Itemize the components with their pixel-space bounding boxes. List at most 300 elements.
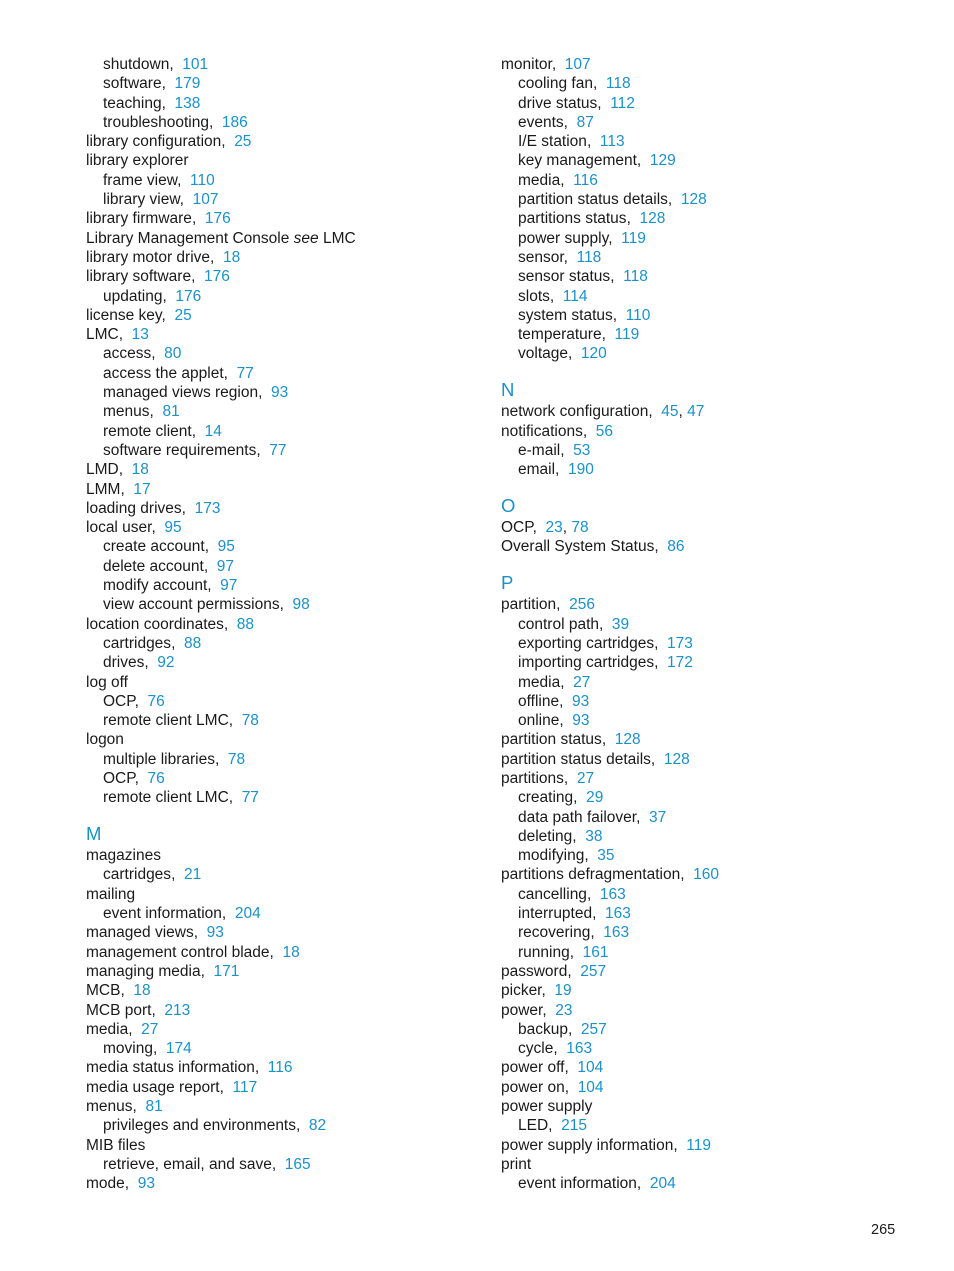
page-link[interactable]: 204 [234, 905, 261, 923]
index-term: mailing [86, 885, 136, 903]
index-subentry: OCP, 76 [103, 692, 165, 710]
page-link[interactable]: 93 [271, 384, 289, 402]
index-entry: media status information, 116 [86, 1059, 293, 1077]
page-link[interactable]: 101 [182, 56, 209, 73]
page-link[interactable]: 13 [131, 326, 149, 344]
page-link[interactable]: 176 [204, 268, 230, 286]
index-subentry: create account, 95 [103, 538, 235, 556]
index-subentry: partitions status, 128 [518, 210, 666, 228]
index-entry: location coordinates, 88 [86, 615, 255, 633]
index-term: library firmware [86, 210, 192, 228]
index-term: partition status details [518, 191, 668, 209]
index-subentry: access, 80 [103, 345, 182, 363]
page-link[interactable]: 93 [137, 1175, 155, 1193]
index-subentry: modifying, 35 [518, 847, 615, 865]
index-term: view account permissions [103, 596, 280, 614]
page-link[interactable]: 78 [571, 519, 589, 537]
index-subentry: deleting, 38 [518, 827, 603, 845]
index-term: data path failover [518, 808, 637, 826]
index-term: cycle [518, 1040, 554, 1058]
index-subentry: access the applet, 77 [103, 364, 254, 382]
page-number: 265 [871, 1222, 896, 1238]
index-term: key management [518, 152, 637, 170]
page-link[interactable]: 160 [693, 866, 720, 884]
index-subentry: system status, 110 [518, 306, 651, 324]
index-term: partitions status [518, 210, 627, 228]
page-link[interactable]: 107 [192, 191, 219, 209]
page-link[interactable]: 27 [573, 673, 591, 691]
index-term: LMM [86, 480, 121, 498]
index-term: remote client LMC [103, 789, 229, 807]
index-entry: LMM, 17 [86, 480, 151, 498]
index-term: sensor [518, 248, 564, 266]
page-link[interactable]: 77 [236, 364, 254, 382]
page-link[interactable]: 78 [227, 750, 246, 768]
index-term: menus [103, 403, 150, 421]
index-entry: picker, 19 [501, 982, 572, 1000]
page-link[interactable]: 176 [204, 210, 231, 228]
index-term: temperature [518, 326, 602, 344]
page-link[interactable]: 172 [667, 654, 693, 672]
page-link[interactable]: 256 [569, 596, 595, 614]
index-entry: network configuration, 45, 47 [501, 403, 705, 421]
index-term: picker [501, 982, 542, 1000]
page-link[interactable]: 93 [572, 712, 590, 730]
index-entry: partition status details, 128 [501, 750, 690, 768]
index-term: I/E station [518, 133, 587, 151]
index-term: slots [518, 287, 550, 305]
index-entry: monitor, 107 [501, 56, 591, 73]
page-link[interactable]: 118 [605, 75, 631, 93]
index-term: partitions [501, 769, 564, 787]
index-term: media [518, 171, 561, 189]
section-letter-p: P [501, 572, 514, 594]
page-link[interactable]: 25 [234, 133, 252, 151]
see-reference-target: LMC [322, 229, 356, 247]
index-subentry: view account permissions, 98 [103, 596, 310, 614]
page-link[interactable]: 104 [577, 1078, 604, 1096]
page-link[interactable]: 29 [586, 789, 604, 807]
index-entry: power, 23 [501, 1001, 573, 1019]
page-link[interactable]: 186 [221, 113, 248, 131]
page-link[interactable]: 27 [576, 769, 595, 787]
index-term: local user [86, 519, 152, 537]
index-term: offline [518, 692, 560, 710]
index-subentry: online, 93 [518, 712, 590, 730]
index-term: teaching [103, 94, 162, 112]
index-term: backup [518, 1020, 568, 1038]
page-link[interactable]: 23 [545, 519, 563, 537]
page-link[interactable]: 213 [164, 1001, 191, 1019]
index-subentry: LED, 215 [518, 1117, 587, 1135]
index-term: event information [103, 905, 222, 923]
index-entry: MCB port, 213 [86, 1001, 191, 1019]
page-link[interactable]: 78 [241, 712, 259, 730]
index-entry: Overall System Status, 86 [501, 538, 685, 556]
index-term: mode [86, 1175, 125, 1193]
index-subentry: privileges and environments, 82 [103, 1117, 327, 1135]
page-link[interactable]: 113 [599, 133, 625, 151]
index-term: logon [86, 731, 124, 749]
page-link[interactable]: 129 [649, 152, 676, 170]
index-subentry: recovering, 163 [518, 924, 630, 942]
index-term: cancelling [518, 885, 587, 903]
page-link[interactable]: 128 [614, 731, 641, 749]
index-subentry: media, 27 [518, 673, 591, 691]
page-link[interactable]: 39 [611, 615, 630, 633]
index-subentry: drive status, 112 [518, 94, 635, 112]
page-link[interactable]: 80 [164, 345, 182, 363]
index-term: modifying [518, 847, 585, 865]
page-link[interactable]: 215 [561, 1117, 587, 1135]
index-term: delete account [103, 557, 204, 575]
index-entry [86, 229, 476, 248]
page-link[interactable]: 27 [141, 1020, 159, 1038]
index-subentry: troubleshooting, 186 [103, 113, 248, 131]
page-link[interactable]: 128 [680, 191, 707, 209]
index-subentry: shutdown, 101 [103, 56, 209, 73]
index-term: media [86, 1020, 129, 1038]
page-link[interactable]: 128 [663, 750, 690, 768]
index-entry: LMD, 18 [86, 461, 149, 479]
index-term: event information [518, 1175, 637, 1193]
index-entry: managing media, 171 [86, 962, 240, 980]
page-link[interactable]: 114 [562, 287, 588, 305]
index-subentry: event information, 204 [518, 1175, 676, 1193]
index-term: modify account [103, 577, 208, 595]
index-term: cartridges [103, 634, 172, 652]
index-term: power supply information [501, 1136, 674, 1154]
index-subentry: library view, 107 [103, 191, 219, 209]
index-term: partitions defragmentation [501, 866, 681, 884]
page-link[interactable]: 23 [555, 1001, 573, 1019]
page-link[interactable]: 179 [174, 75, 201, 93]
index-term: managed views [86, 924, 194, 942]
page-link[interactable]: 173 [667, 634, 693, 652]
index-term: email [518, 461, 556, 479]
page-link[interactable]: 14 [204, 422, 222, 440]
page-link[interactable]: 19 [554, 982, 572, 1000]
page-link[interactable]: 161 [582, 943, 609, 961]
page-link[interactable]: 18 [282, 943, 300, 961]
index-term: management control blade [86, 943, 270, 961]
index-term: shutdown [103, 56, 170, 73]
index-subentry: event information, 204 [103, 905, 261, 923]
page-link[interactable]: 53 [573, 441, 591, 459]
page-link[interactable]: 174 [165, 1040, 192, 1058]
index-subentry: software requirements, 77 [103, 441, 287, 459]
index-subentry: moving, 174 [103, 1040, 192, 1058]
index-term: library view [103, 191, 180, 209]
page-link[interactable]: 204 [649, 1175, 676, 1193]
index-subentry: slots, 114 [518, 287, 588, 305]
index-subentry: voltage, 120 [518, 345, 607, 363]
index-term: software [103, 75, 162, 93]
index-subentry: key management, 129 [518, 152, 676, 170]
index-term: print [501, 1155, 532, 1173]
page-link[interactable]: 107 [564, 56, 591, 73]
index-term: loading drives [86, 499, 182, 517]
page-link[interactable]: 138 [174, 94, 201, 112]
page-link[interactable]: 47 [687, 403, 705, 421]
index-entry: local user, 95 [86, 519, 182, 537]
page-link[interactable]: 77 [269, 441, 287, 459]
index-column-right [501, 55, 921, 1194]
page-link[interactable]: 81 [162, 403, 180, 421]
index-term: menus [86, 1098, 133, 1116]
page-link[interactable]: 163 [566, 1040, 593, 1058]
index-entry: power supply information, 119 [501, 1136, 711, 1154]
index-term: e-mail [518, 441, 561, 459]
page-link[interactable]: 163 [605, 905, 631, 923]
index-term: magazines [86, 847, 161, 865]
page-link[interactable]: 87 [576, 113, 594, 131]
index-subentry: interrupted, 163 [518, 905, 631, 923]
index-subentry: cancelling, 163 [518, 885, 626, 903]
index-entry [86, 673, 476, 692]
index-term: managed views region [103, 384, 259, 402]
index-term: events [518, 113, 564, 131]
index-term: media usage report [86, 1078, 220, 1096]
index-subentry: cooling fan, 118 [518, 75, 631, 93]
page-link[interactable]: 56 [595, 422, 614, 440]
page-link[interactable]: 37 [648, 808, 667, 826]
index-entry: MCB, 18 [86, 982, 151, 1000]
index-term: media [518, 673, 561, 691]
index-term: log off [86, 673, 128, 691]
index-subentry: importing cartridges, 172 [518, 654, 693, 672]
page-link[interactable]: 104 [577, 1059, 604, 1077]
page-link[interactable]: 119 [621, 229, 646, 247]
index-term: control path [518, 615, 599, 633]
page-link[interactable]: 95 [164, 519, 182, 537]
index-term: creating [518, 789, 574, 807]
index-term: managing media [86, 962, 201, 980]
index-term: remote client [103, 422, 192, 440]
page-link[interactable]: 35 [597, 847, 615, 865]
index-term: Overall System Status [501, 538, 655, 556]
index-entry: library firmware, 176 [86, 210, 231, 228]
index-entry: loading drives, 173 [86, 499, 221, 517]
page-link[interactable]: 165 [284, 1155, 311, 1173]
page-link[interactable]: 173 [194, 499, 221, 517]
index-term: troubleshooting [103, 113, 209, 131]
page-link[interactable]: 117 [232, 1078, 258, 1096]
page-link[interactable]: 119 [614, 326, 640, 344]
page-link[interactable]: 116 [267, 1059, 293, 1077]
index-subentry: temperature, 119 [518, 326, 640, 344]
index-entry [86, 885, 476, 904]
index-term: Library Management Console [86, 229, 290, 247]
page-link[interactable]: 97 [220, 577, 238, 595]
index-entry: partition, 256 [501, 596, 595, 614]
page-link[interactable]: 110 [625, 306, 651, 324]
page-link[interactable]: 17 [133, 480, 151, 498]
index-term: OCP [103, 692, 135, 710]
index-term: system status [518, 306, 613, 324]
index-term: drive status [518, 94, 598, 112]
index-subentry: events, 87 [518, 113, 594, 131]
index-subentry: sensor, 118 [518, 248, 602, 266]
index-subentry: offline, 93 [518, 692, 590, 710]
index-term: license key [86, 306, 162, 324]
index-entry: mode, 93 [86, 1175, 155, 1193]
index-term: updating [103, 287, 163, 305]
index-subentry: media, 116 [518, 171, 598, 189]
page-link[interactable]: 18 [222, 248, 241, 266]
page-link[interactable]: 116 [573, 171, 598, 189]
page-link[interactable]: 93 [206, 924, 224, 942]
index-term: password [501, 962, 568, 980]
page-link[interactable]: 257 [580, 1020, 607, 1038]
index-subentry: power supply, 119 [518, 229, 646, 247]
index-subentry: I/E station, 113 [518, 133, 625, 151]
index-entry: partitions defragmentation, 160 [501, 866, 720, 884]
index-entry: partitions, 27 [501, 769, 595, 787]
index-subentry: partition status details, 128 [518, 191, 707, 209]
index-subentry: exporting cartridges, 173 [518, 634, 693, 652]
index-term: exporting cartridges [518, 634, 655, 652]
page-link[interactable]: 88 [236, 615, 255, 633]
index-term: drives [103, 654, 145, 672]
index-term: online [518, 712, 560, 730]
page-link[interactable]: 93 [572, 692, 590, 710]
index-subentry: creating, 29 [518, 789, 604, 807]
section-letter-m: M [86, 823, 102, 845]
index-term: access [103, 345, 152, 363]
index-term: recovering [518, 924, 591, 942]
section-letter-o: O [501, 495, 516, 517]
index-entry: partition status, 128 [501, 731, 641, 749]
index-term: library motor drive [86, 248, 211, 266]
page-link[interactable]: 97 [216, 557, 234, 575]
page-link[interactable]: 92 [157, 654, 175, 672]
index-entry [86, 730, 476, 749]
index-term: OCP [103, 769, 135, 787]
index-term: MIB files [86, 1136, 146, 1154]
index-subentry: remote client, 14 [103, 422, 222, 440]
page-link[interactable]: 163 [603, 924, 630, 942]
page-link[interactable]: 25 [174, 306, 192, 324]
page-link[interactable]: 76 [147, 692, 165, 710]
index-subentry: running, 161 [518, 943, 609, 961]
page-link[interactable]: 190 [567, 461, 594, 479]
index-term: library software [86, 268, 192, 286]
page-link[interactable]: 86 [667, 538, 685, 556]
index-entry: library motor drive, 18 [86, 248, 241, 266]
index-subentry: teaching, 138 [103, 94, 201, 112]
index-subentry: frame view, 110 [103, 171, 215, 189]
page-link[interactable]: 18 [131, 461, 149, 479]
index-subentry: managed views region, 93 [103, 384, 289, 402]
index-term: software requirements [103, 441, 257, 459]
page-link[interactable]: 119 [686, 1136, 711, 1154]
index-subentry: email, 190 [518, 461, 594, 479]
index-term: MCB [86, 982, 121, 1000]
page-link[interactable]: 21 [183, 866, 202, 884]
index-term: access the applet [103, 364, 224, 382]
index-term: LMC [86, 326, 119, 344]
index-column-left [86, 55, 476, 1194]
index-term: power off [501, 1059, 565, 1077]
index-term: power [501, 1001, 543, 1019]
page-link[interactable]: 38 [585, 827, 603, 845]
index-entry: OCP, 23, 78 [501, 519, 589, 537]
index-term: MCB port [86, 1001, 152, 1019]
index-term: OCP [501, 519, 533, 537]
index-entry: menus, 81 [86, 1098, 163, 1116]
index-term: moving [103, 1040, 153, 1058]
index-subentry: modify account, 97 [103, 577, 238, 595]
index-term: cartridges [103, 866, 172, 884]
page-link[interactable]: 45 [661, 403, 679, 421]
index-subentry: backup, 257 [518, 1020, 607, 1038]
page-link[interactable]: 110 [190, 171, 215, 189]
index-term: notifications [501, 422, 583, 440]
index-term: cooling fan [518, 75, 593, 93]
index-entry: power off, 104 [501, 1059, 604, 1077]
index-term: power on [501, 1078, 565, 1096]
index-term: network configuration [501, 403, 649, 421]
page-link[interactable]: 128 [639, 210, 666, 228]
page-link[interactable]: 95 [217, 538, 235, 556]
index-entry [501, 1155, 921, 1174]
index-subentry: menus, 81 [103, 403, 180, 421]
page-link[interactable]: 171 [213, 962, 240, 980]
page-link[interactable]: 81 [145, 1098, 163, 1116]
index-term: monitor [501, 56, 552, 73]
page-link[interactable]: 77 [241, 789, 259, 807]
index-subentry: remote client LMC, 78 [103, 712, 259, 730]
index-entry [501, 1097, 921, 1116]
page-link[interactable]: 112 [610, 94, 635, 112]
index-subentry: multiple libraries, 78 [103, 750, 246, 768]
index-entry: management control blade, 18 [86, 943, 300, 961]
index-term: interrupted [518, 905, 593, 923]
index-term: location coordinates [86, 615, 224, 633]
index-entry: LMC, 13 [86, 326, 149, 344]
index-term: power supply [518, 229, 609, 247]
index-term: LED [518, 1117, 549, 1135]
index-term: sensor status [518, 268, 611, 286]
index-entry: power on, 104 [501, 1078, 604, 1096]
page-link[interactable]: 176 [175, 287, 202, 305]
index-term: remote client LMC [103, 712, 229, 730]
index-subentry: control path, 39 [518, 615, 630, 633]
index-entry: notifications, 56 [501, 422, 614, 440]
page-link[interactable]: 98 [292, 596, 310, 614]
page-link[interactable]: 76 [147, 769, 165, 787]
index-subentry: drives, 92 [103, 654, 175, 672]
index-term: privileges and environments [103, 1117, 296, 1135]
index-subentry: cartridges, 21 [103, 866, 202, 884]
page-link[interactable]: 163 [599, 885, 626, 903]
page-link[interactable]: 120 [580, 345, 607, 363]
index-entry [86, 846, 476, 865]
index-term: deleting [518, 827, 573, 845]
page-link[interactable]: 257 [580, 962, 607, 980]
index-term: multiple libraries [103, 750, 215, 768]
index-subentry: e-mail, 53 [518, 441, 591, 459]
page-link[interactable]: 82 [308, 1117, 327, 1135]
page-link[interactable]: 18 [133, 982, 151, 1000]
index-subentry: sensor status, 118 [518, 268, 648, 286]
index-entry [86, 151, 476, 170]
page-link[interactable]: 88 [183, 634, 202, 652]
page-link[interactable]: 118 [576, 248, 602, 266]
index-term: power supply [501, 1098, 593, 1116]
page-link[interactable]: 118 [623, 268, 648, 286]
